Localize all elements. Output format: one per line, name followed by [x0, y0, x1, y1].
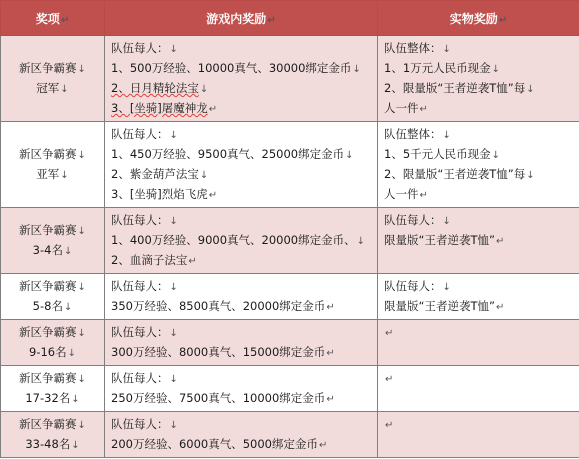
arrow-down-icon: ↓: [345, 150, 354, 161]
game-reward-cell: [105, 208, 378, 274]
physical-reward-cell-line: 限量版“王者逆袭T恤”↵: [384, 233, 505, 247]
arrow-down-icon: ↓: [442, 44, 451, 55]
arrow-down-icon: ↓: [77, 226, 86, 237]
arrow-down-icon: ↓: [526, 84, 535, 95]
award-cell-line: 新区争霸赛↓: [19, 223, 86, 237]
game-reward-cell-line: 350万经验、8500真气、20000绑定金币↵: [111, 299, 335, 313]
arrow-down-icon: ↓: [77, 64, 86, 75]
award-cell-line: 33-48名↓: [25, 437, 80, 451]
arrow-down-icon: ↓: [67, 348, 76, 359]
award-cell-line: 5-8名↓: [32, 299, 73, 313]
physical-reward-cell-line: 1、5千元人民币现金↓: [384, 147, 501, 161]
award-cell-line: 冠军↓: [36, 81, 69, 95]
arrow-down-icon: ↓: [442, 282, 451, 293]
arrow-down-icon: ↓: [60, 84, 69, 95]
paragraph-mark-icon: ↵: [188, 256, 197, 267]
award-cell-line: 新区争霸赛↓: [19, 279, 86, 293]
game-reward-cell-line: 3、[坐骑]烈焰飞虎↵: [111, 187, 218, 201]
physical-reward-cell-line: 队伍每人：↓: [384, 213, 451, 227]
game-reward-cell: [105, 366, 378, 412]
game-reward-cell-line: 250万经验、7500真气、10000绑定金币↵: [111, 391, 335, 405]
game-reward-cell-line: 300万经验、8000真气、15000绑定金币↵: [111, 345, 335, 359]
physical-reward-cell-line: 队伍每人：↓: [384, 279, 451, 293]
arrow-down-icon: ↓: [169, 374, 178, 385]
game-reward-cell: [105, 320, 378, 366]
arrow-down-icon: ↓: [352, 64, 361, 75]
arrow-down-icon: ↓: [442, 130, 451, 141]
physical-reward-cell: [378, 36, 579, 122]
award-cell-line: 新区争霸赛↓: [19, 325, 86, 339]
header-game-rewards: 游戏内奖励↵: [105, 1, 378, 36]
paragraph-mark-icon: ↵: [267, 14, 276, 26]
award-cell: [1, 208, 105, 274]
award-cell-line: 新区争霸赛↓: [19, 61, 86, 75]
arrow-down-icon: ↓: [169, 216, 178, 227]
physical-reward-cell: [378, 412, 579, 458]
arrow-down-icon: ↓: [77, 374, 86, 385]
game-reward-cell-line: 2、日月精轮法宝↓: [111, 81, 209, 95]
award-cell-line: 新区争霸赛↓: [19, 417, 86, 431]
arrow-down-icon: ↓: [442, 216, 451, 227]
award-cell: [1, 412, 105, 458]
arrow-down-icon: ↓: [491, 150, 501, 161]
award-cell: [1, 274, 105, 320]
arrow-down-icon: ↓: [77, 420, 86, 431]
award-cell: [1, 320, 105, 366]
physical-reward-cell-line: 队伍整体：↓: [384, 127, 451, 141]
game-reward-cell-line: 3、[坐骑]屠魔神龙↵: [111, 101, 218, 115]
game-reward-cell-line: 队伍每人：↓: [111, 41, 178, 55]
arrow-down-icon: ↓: [63, 246, 73, 257]
physical-reward-cell: [378, 122, 579, 208]
physical-reward-cell-line: 限量版“王者逆袭T恤”↵: [384, 299, 505, 313]
game-reward-cell-line: 队伍每人：↓: [111, 279, 178, 293]
arrow-down-icon: ↓: [199, 170, 209, 181]
arrow-down-icon: ↓: [63, 302, 73, 313]
arrow-down-icon: ↓: [526, 170, 535, 181]
physical-reward-cell: [378, 208, 579, 274]
paragraph-mark-icon: ↵: [326, 302, 335, 313]
paragraph-mark-icon: ↵: [385, 374, 394, 385]
table-row: [1, 122, 579, 208]
award-cell-line: 亚军↓: [36, 167, 69, 181]
arrow-down-icon: ↓: [491, 64, 501, 75]
game-reward-cell-line: 队伍每人：↓: [111, 417, 178, 431]
game-reward-cell: [105, 122, 378, 208]
physical-reward-cell-line: 队伍整体：↓: [384, 41, 451, 55]
paragraph-mark-icon: ↵: [419, 104, 428, 115]
table-row: [1, 366, 579, 412]
game-reward-cell: [105, 412, 378, 458]
game-reward-cell: [105, 274, 378, 320]
table-row: [1, 412, 579, 458]
paragraph-mark-icon: ↵: [326, 348, 335, 359]
physical-reward-cell-line: 人一件↵: [384, 187, 428, 201]
header-row: [1, 1, 579, 36]
paragraph-mark-icon: ↵: [385, 328, 394, 339]
award-cell: [1, 36, 105, 122]
paragraph-mark-icon: ↵: [208, 104, 218, 115]
arrow-down-icon: ↓: [77, 328, 86, 339]
paragraph-mark-icon: ↵: [385, 420, 394, 431]
game-reward-cell-line: 队伍每人：↓: [111, 213, 178, 227]
paragraph-mark-icon: ↵: [318, 440, 328, 451]
arrow-down-icon: ↓: [169, 420, 178, 431]
arrow-down-icon: ↓: [60, 170, 69, 181]
game-reward-cell-line: 队伍每人：↓: [111, 325, 178, 339]
physical-reward-cell: [378, 274, 579, 320]
arrow-down-icon: ↓: [169, 130, 178, 141]
paragraph-mark-icon: ↵: [419, 190, 428, 201]
physical-reward-cell: [378, 320, 579, 366]
game-reward-cell-line: 队伍每人：↓: [111, 371, 178, 385]
game-reward-cell-line: 1、500万经验、10000真气、30000绑定金币↓: [111, 61, 361, 75]
physical-reward-cell-line: 2、限量版“王者逆袭T恤”每↓: [384, 167, 535, 181]
table-row: [1, 208, 579, 274]
arrow-down-icon: ↓: [169, 282, 178, 293]
arrow-down-icon: ↓: [77, 282, 86, 293]
arrow-down-icon: ↓: [169, 328, 178, 339]
header-award: 奖项↵: [1, 1, 105, 36]
award-cell-line: 17-32名↓: [25, 391, 80, 405]
award-cell-line: 新区争霸赛↓: [19, 147, 86, 161]
award-cell-line: 9-16名↓: [29, 345, 76, 359]
game-reward-cell-line: 1、400万经验、9000真气、20000绑定金币、↓: [111, 233, 366, 247]
arrow-down-icon: ↓: [199, 84, 209, 95]
paragraph-mark-icon: ↵: [495, 236, 505, 247]
table-row: [1, 320, 579, 366]
award-cell: [1, 366, 105, 412]
paragraph-mark-icon: ↵: [208, 190, 218, 201]
arrow-down-icon: ↓: [71, 440, 80, 451]
game-reward-cell-line: 2、紫金葫芦法宝↓: [111, 167, 209, 181]
arrow-down-icon: ↓: [169, 44, 178, 55]
award-cell-line: 3-4名↓: [32, 243, 73, 257]
arrow-down-icon: ↓: [77, 150, 86, 161]
game-reward-cell-line: 200万经验、6000真气、5000绑定金币↵: [111, 437, 328, 451]
game-reward-cell-line: 队伍每人：↓: [111, 127, 178, 141]
table-row: [1, 36, 579, 122]
paragraph-mark-icon: ↵: [326, 394, 335, 405]
physical-reward-cell-line: 人一件↵: [384, 101, 428, 115]
award-cell-line: 新区争霸赛↓: [19, 371, 86, 385]
table-row: [1, 274, 579, 320]
paragraph-mark-icon: ↵: [60, 14, 70, 26]
award-cell: [1, 122, 105, 208]
game-reward-cell-line: 2、血滴子法宝↵: [111, 253, 197, 267]
physical-reward-cell-line: 2、限量版“王者逆袭T恤”每↓: [384, 81, 535, 95]
arrow-down-icon: ↓: [71, 394, 80, 405]
game-reward-cell: [105, 36, 378, 122]
header-physical-rewards: 实物奖励↵: [378, 1, 579, 36]
physical-reward-cell-line: 1、1万元人民币现金↓: [384, 61, 501, 75]
paragraph-mark-icon: ↵: [495, 302, 505, 313]
physical-reward-cell: [378, 366, 579, 412]
paragraph-mark-icon: ↵: [498, 14, 508, 26]
game-reward-cell-line: 1、450万经验、9500真气、25000绑定金币↓: [111, 147, 354, 161]
arrow-down-icon: ↓: [356, 236, 366, 247]
